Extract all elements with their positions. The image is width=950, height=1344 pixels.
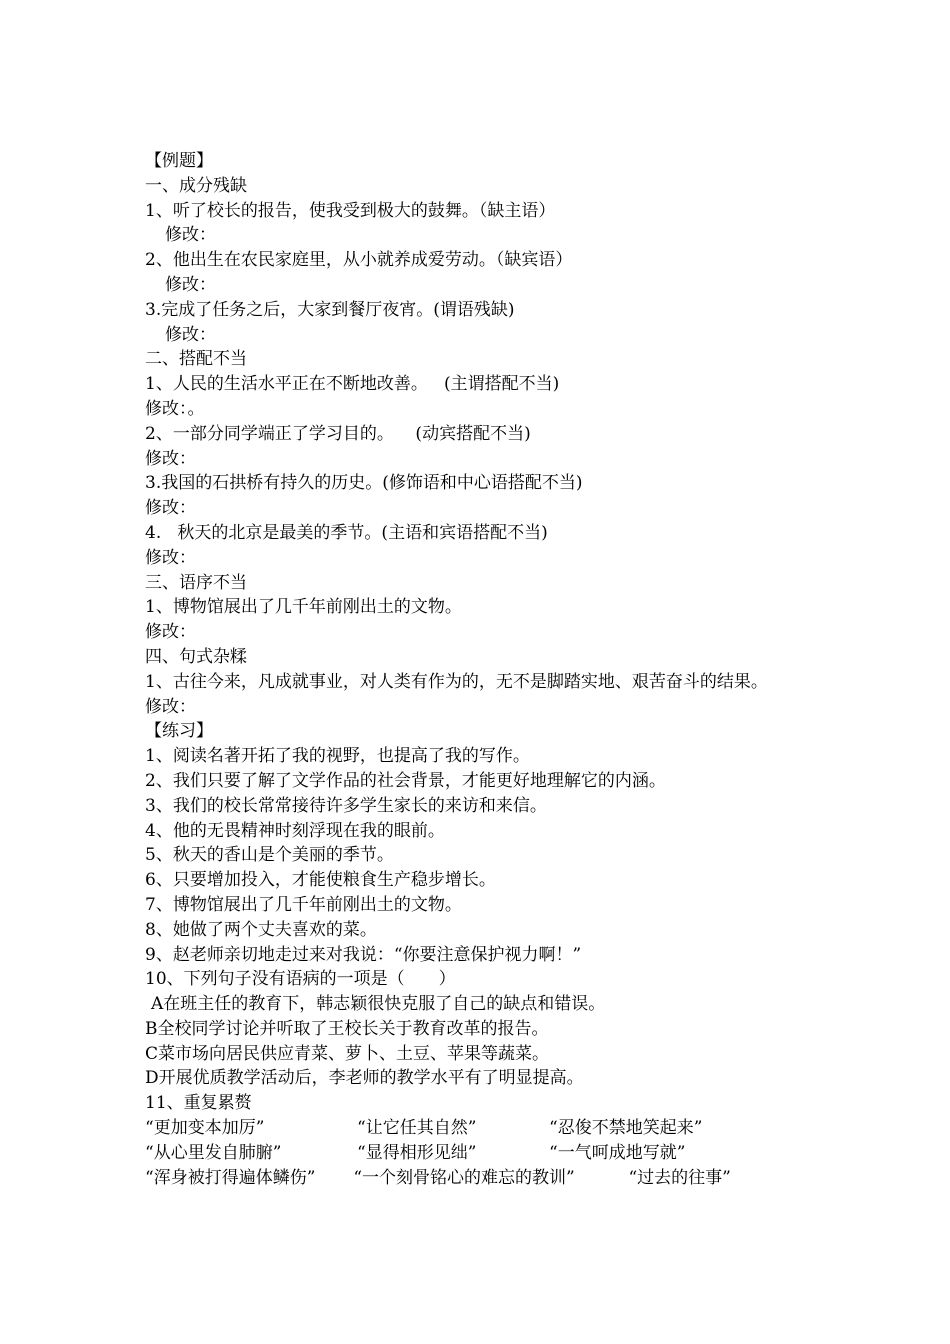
practice-item: 2、我们只要了解了文学作品的社会背景，才能更好地理解它的内涵。 bbox=[145, 770, 666, 791]
phrase: “显得相形见绌” bbox=[357, 1142, 477, 1163]
example-heading: 【例题】 bbox=[145, 151, 213, 171]
section-4-question-1-fix: 修改： bbox=[145, 696, 196, 717]
document-body bbox=[145, 149, 825, 1190]
section-2-question-3-fix: 修改： bbox=[145, 498, 196, 519]
practice-item: 3、我们的校长常常接待许多学生家长的来访和来信。 bbox=[145, 795, 547, 816]
section-1-question-2: 2、他出生在农民家庭里，从小就养成爱劳动。（缺宾语） bbox=[145, 250, 573, 271]
practice-item: 8、她做了两个丈夫喜欢的菜。 bbox=[145, 919, 377, 940]
section-2-question-4: 4. 秋天的北京是最美的季节。(主语和宾语搭配不当) bbox=[145, 522, 548, 543]
section-2-question-2-fix: 修改： bbox=[145, 448, 196, 469]
option-a: A在班主任的教育下，韩志颖很快克服了自己的缺点和错误。 bbox=[151, 994, 606, 1015]
section-2-question-1: 1、人民的生活水平正在不断地改善。 (主谓搭配不当) bbox=[145, 374, 560, 395]
phrase: “让它任其自然” bbox=[357, 1118, 477, 1139]
practice-item: 7、博物馆展出了几千年前刚出土的文物。 bbox=[145, 894, 462, 915]
section-1-question-2-fix: 修改： bbox=[165, 274, 216, 295]
section-3-title: 三、语序不当 bbox=[145, 572, 247, 593]
phrase: “一气呵成地写就” bbox=[549, 1142, 686, 1163]
section-4-question-1: 1、古往今来，凡成就事业，对人类有作为的，无不是脚踏实地、艰苦奋斗的结果。 bbox=[145, 671, 768, 692]
practice-item: 5、秋天的香山是个美丽的季节。 bbox=[145, 845, 394, 866]
phrase: “一个刻骨铭心的难忘的教训” bbox=[353, 1167, 575, 1188]
section-2-question-3: 3.我国的石拱桥有持久的历史。(修饰语和中心语搭配不当) bbox=[145, 473, 583, 494]
section-1-question-1: 1、听了校长的报告，使我受到极大的鼓舞。（缺主语） bbox=[145, 200, 556, 221]
section-1-question-1-fix: 修改： bbox=[165, 225, 216, 246]
section-3-question-1: 1、博物馆展出了几千年前刚出土的文物。 bbox=[145, 597, 462, 618]
practice-item: 10、下列句子没有语病的一项是（ ） bbox=[145, 969, 456, 990]
phrase: “浑身被打得遍体鳞伤” bbox=[145, 1167, 316, 1188]
section-2-title: 二、搭配不当 bbox=[145, 349, 247, 370]
practice-item: 9、赵老师亲切地走过来对我说：“你要注意保护视力啊！” bbox=[145, 944, 582, 965]
phrase: “过去的往事” bbox=[628, 1167, 731, 1188]
option-d: D开展优质教学活动后，李老师的教学水平有了明显提高。 bbox=[145, 1068, 584, 1089]
phrase: “忍俊不禁地笑起来” bbox=[549, 1118, 703, 1139]
option-c: C菜市场向居民供应青菜、萝卜、土豆、苹果等蔬菜。 bbox=[145, 1043, 550, 1064]
phrase-row-2 bbox=[145, 1141, 825, 1166]
practice-item: 4、他的无畏精神时刻浮现在我的眼前。 bbox=[145, 820, 445, 841]
section-2-question-4-fix: 修改： bbox=[145, 547, 196, 568]
phrase: “更加变本加厉” bbox=[145, 1118, 265, 1139]
phrase: “从心里发自肺腑” bbox=[145, 1142, 282, 1163]
section-2-question-1-fix: 修改：。 bbox=[145, 398, 205, 419]
phrase-row-1 bbox=[145, 1116, 825, 1141]
section-1-question-3-fix: 修改： bbox=[165, 324, 216, 345]
practice-item: 1、阅读名著开拓了我的视野，也提高了我的写作。 bbox=[145, 746, 530, 767]
phrase-row-3 bbox=[145, 1166, 825, 1191]
section-2-question-2: 2、一部分同学端正了学习目的。 (动宾搭配不当) bbox=[145, 423, 531, 444]
section-4-title: 四、句式杂糅 bbox=[145, 646, 247, 667]
practice-item: 6、只要增加投入，才能使粮食生产稳步增长。 bbox=[145, 870, 496, 891]
section-1-question-3: 3.完成了任务之后，大家到餐厅夜宵。(谓语残缺) bbox=[145, 299, 515, 320]
section-3-question-1-fix: 修改： bbox=[145, 622, 196, 643]
section-1-title: 一、成分残缺 bbox=[145, 175, 247, 196]
option-b: B全校同学讨论并听取了王校长关于教育改革的报告。 bbox=[145, 1018, 549, 1039]
practice-item-11: 11、重复累赘 bbox=[145, 1093, 252, 1114]
practice-heading: 【练习】 bbox=[145, 721, 213, 742]
